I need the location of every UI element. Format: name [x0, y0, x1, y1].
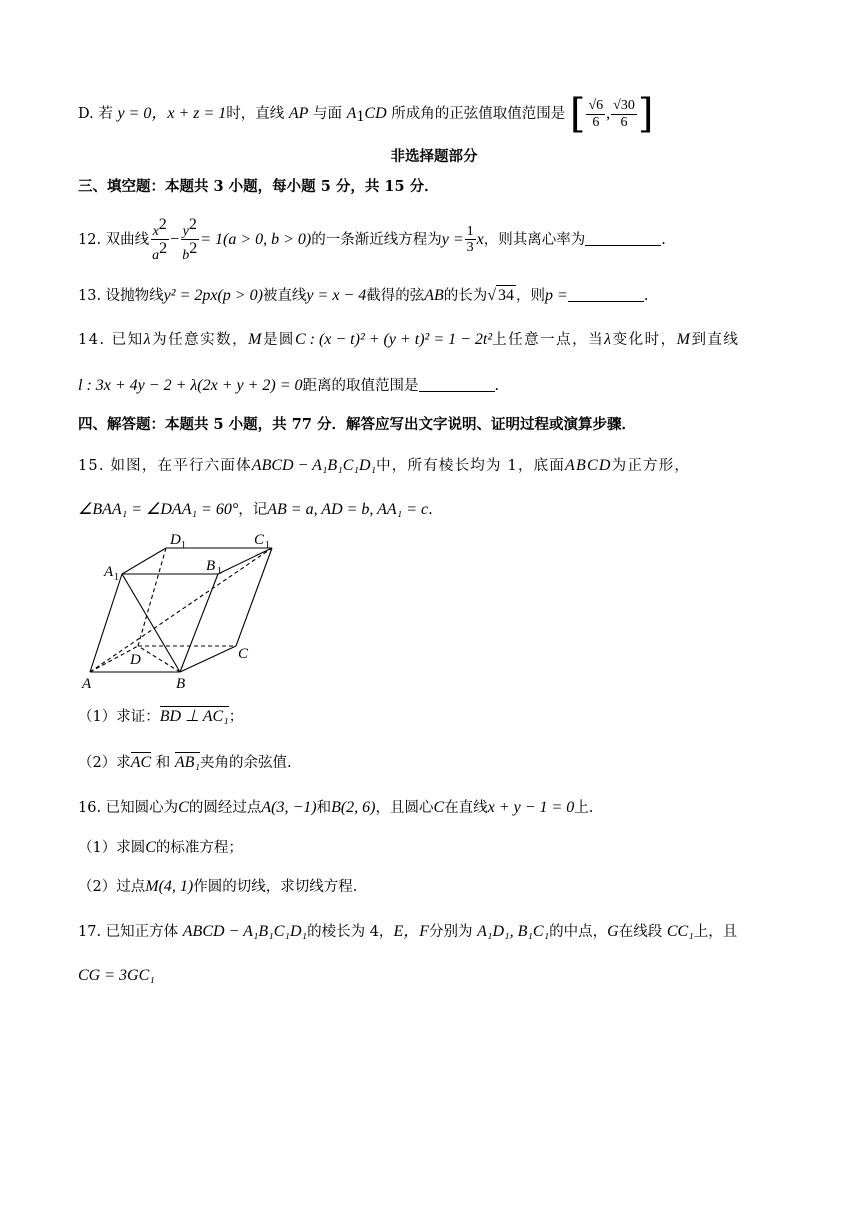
lambda: λ [143, 331, 153, 348]
question-16-part1 [78, 838, 243, 857]
question-text: 的棱长为 4， [307, 924, 394, 940]
line-ap: AP [288, 105, 309, 122]
question-text: 夹角的余弦值. [200, 755, 292, 771]
question-text: 为正方形， [611, 458, 691, 474]
asymptote-lhs: y = [441, 230, 464, 248]
left-bracket: [ [569, 91, 586, 137]
section-heading-4: 四、解答题：本题共 5 小题，共 77 分．解答应写出文字说明、证明过程或演算步骤． [78, 416, 636, 433]
circle-c: C [145, 839, 156, 856]
question-text: 截得的弦 [366, 288, 425, 304]
question-text: 上任意一点，当 [492, 332, 605, 348]
label-c: C [238, 646, 249, 662]
question-text: ，则 [516, 288, 546, 304]
question-text: 的中点， [549, 924, 608, 940]
parallelepiped-figure [78, 530, 298, 696]
period: . [428, 502, 433, 518]
part-label: （1）求圆 [78, 840, 146, 856]
question-number: 15. [78, 458, 105, 474]
answer-blank[interactable] [585, 231, 661, 246]
question-text: 在线段 [618, 924, 663, 940]
line-equation: y = x − 4 [306, 287, 367, 304]
cube-name: ABCD − A₁B₁C₁D₁ [182, 923, 308, 940]
option-condition: y = 0，x + z = 1 [117, 105, 227, 122]
label-a1-sub: 1 [114, 572, 119, 583]
question-text: 上，且 [693, 924, 738, 940]
vector-ac: AC [130, 754, 152, 771]
fraction-x2-a2: $\frac{x^2}{a^2}$ [152, 216, 168, 264]
question-text: 已知圆心为 [105, 800, 179, 816]
period: . [643, 288, 649, 304]
center-c: C [433, 799, 445, 816]
parallelepiped-name: ABCD − A₁B₁C₁D₁ [251, 457, 377, 474]
period: . [494, 378, 500, 394]
asymptote-x: x [476, 230, 484, 248]
ratio-condition: CG = 3GC₁ [78, 967, 155, 984]
semicolon: ； [228, 709, 244, 725]
question-text: 是圆 [262, 332, 295, 348]
points-e-f: E，F [393, 923, 429, 940]
point-m: M [676, 331, 692, 348]
fraction-y2-b2: $\frac{y^2}{b^2}$ [182, 216, 198, 264]
question-text: 设抛物线 [105, 288, 164, 304]
option-text: 若 [98, 106, 113, 122]
option-text: 所成角的正弦值取值范围是 [391, 106, 566, 122]
label-a: A [82, 676, 92, 692]
label-c1: C [254, 532, 265, 548]
question-text: 和 [316, 800, 332, 816]
label-d1: D [170, 532, 181, 548]
part-label: （1）求证： [78, 709, 160, 725]
question-text: 到直线 [691, 332, 740, 348]
question-text: 作圆的切线，求切线方程. [193, 879, 358, 895]
option-text: 与面 [313, 106, 343, 122]
parabola-equation: y² = 2px(p > 0) [163, 287, 263, 304]
option-label: D. [78, 106, 94, 122]
option-text: 时，直线 [226, 106, 285, 122]
vector-ab1: AB₁ [174, 754, 201, 771]
chord-ab: AB [424, 287, 444, 304]
label-a1: A [104, 564, 114, 580]
angle-condition: ∠BAA₁ = ∠DAA₁ = 60° [78, 501, 239, 518]
question-16-part2 [78, 877, 357, 896]
segment-cc1: CC₁ [666, 923, 694, 940]
question-text: ，记 [238, 502, 268, 518]
range-right: $\frac{√30}{6}$ [613, 98, 635, 130]
question-14-line1 [78, 330, 739, 349]
question-text: 上. [574, 800, 594, 816]
question-text: 已知 [111, 332, 144, 348]
question-text: 的标准方程； [155, 840, 243, 856]
question-12: 12. 双曲线 $\frac{x^2}{a^2}$ − $\frac{y^2}{b^2}$ = 1(a > 0, b > 0)的一条渐近线方程为y = $\frac{1}{3}$ x，则其离心率为 . [78, 216, 666, 264]
question-text: 双曲线 [105, 231, 150, 248]
question-text: 为任意实数， [152, 332, 249, 348]
question-text: 的一条渐近线方程为 [311, 231, 442, 248]
section-heading-nonchoice: 非选择题部分 [390, 148, 478, 165]
question-text: 距离的取值范围是 [302, 378, 419, 394]
question-15-line1 [78, 456, 690, 475]
section-heading-3: 三、填空题：本题共 3 小题，每小题 5 分，共 15 分． [78, 178, 439, 195]
answer-blank[interactable] [568, 287, 644, 302]
question-text: 在直线 [444, 800, 488, 816]
label-c1-sub: 1 [265, 540, 270, 551]
question-13: 13. 设抛物线y² = 2px(p > 0)被直线y = x − 4截得的弦AB的长为√ 34 ，则p = . [78, 287, 649, 304]
label-d1-sub: 1 [181, 540, 186, 551]
point-m: M(4, 1) [145, 878, 194, 895]
vector-definitions: AB = a, AD = b, AA₁ = c [267, 501, 429, 518]
range-left: $\frac{√6}{6}$ [588, 98, 604, 130]
question-number: 14. [78, 332, 106, 348]
center-c: C [178, 799, 189, 816]
question-15-part1 [78, 706, 243, 726]
answer-blank[interactable] [419, 377, 495, 392]
diagonal-bd [138, 646, 180, 672]
question-17-line1 [78, 922, 737, 941]
circle-equation: C : (x − t)² + (y + t)² = 1 − 2t² [294, 331, 493, 348]
line-equation: x + y − 1 = 0 [487, 799, 575, 816]
p-variable: p = [545, 287, 568, 304]
question-15-part2 [78, 752, 292, 772]
question-text: 分别为 [429, 924, 473, 940]
label-b: B [176, 676, 186, 692]
question-number: 16. [78, 800, 102, 816]
lambda: λ [604, 331, 613, 348]
label-b1-sub: 1 [217, 566, 222, 577]
question-text: ，则其离心率为 [483, 231, 586, 248]
period: . [661, 231, 666, 248]
line-l-equation: l : 3x + 4y − 2 + λ(2x + y + 2) = 0 [78, 377, 303, 394]
point-g: G [607, 923, 619, 940]
edges-midpoints: A₁D₁, B₁C₁ [477, 923, 550, 940]
question-number: 17. [78, 924, 102, 940]
question-number: 12. [78, 231, 102, 248]
point-b: B(2, 6) [331, 799, 376, 816]
question-text: ，且圆心 [375, 800, 434, 816]
chord-length: 34 [498, 287, 515, 304]
question-17-line2 [78, 966, 155, 985]
question-text: 如图，在平行六面体 [110, 458, 252, 474]
question-15-line2 [78, 500, 433, 519]
part-label: （2）过点 [78, 879, 146, 895]
question-text: 已知正方体 [105, 924, 179, 940]
point-a: A(3, −1) [261, 799, 317, 816]
question-text: 变化时， [612, 332, 677, 348]
label-d: D [130, 652, 141, 668]
base-name: ABCD [565, 457, 612, 474]
question-text: 被直线 [262, 288, 307, 304]
option-d: D. 若 y = 0，x + z = 1时，直线 AP 与面 $A_1CD$ 所成角的正弦值取值范围是 [ $\frac{√6}{6}$ , $\frac{√30}{6}$ ] [78, 91, 654, 137]
label-b1: B [206, 558, 216, 574]
plane-a1cd: $A_1CD$ [346, 105, 387, 125]
part-label: （2）求 [78, 755, 131, 771]
question-text: 的圆经过点 [188, 800, 262, 816]
hyperbola-condition: = 1(a > 0, b > 0) [200, 230, 312, 248]
question-16 [78, 798, 593, 817]
question-text: 中，所有棱长均为 1，底面 [376, 458, 566, 474]
right-bracket: ] [637, 91, 654, 137]
conjunction: 和 [155, 755, 171, 771]
point-m: M [248, 331, 263, 348]
question-14-line2 [78, 376, 499, 395]
question-text: 的长为 [443, 288, 488, 304]
question-number: 13. [78, 288, 102, 304]
fraction-one-third: $\frac{1}{3}$ [466, 224, 474, 256]
perpendicular-expression: BD ⊥ AC₁ [159, 708, 229, 725]
